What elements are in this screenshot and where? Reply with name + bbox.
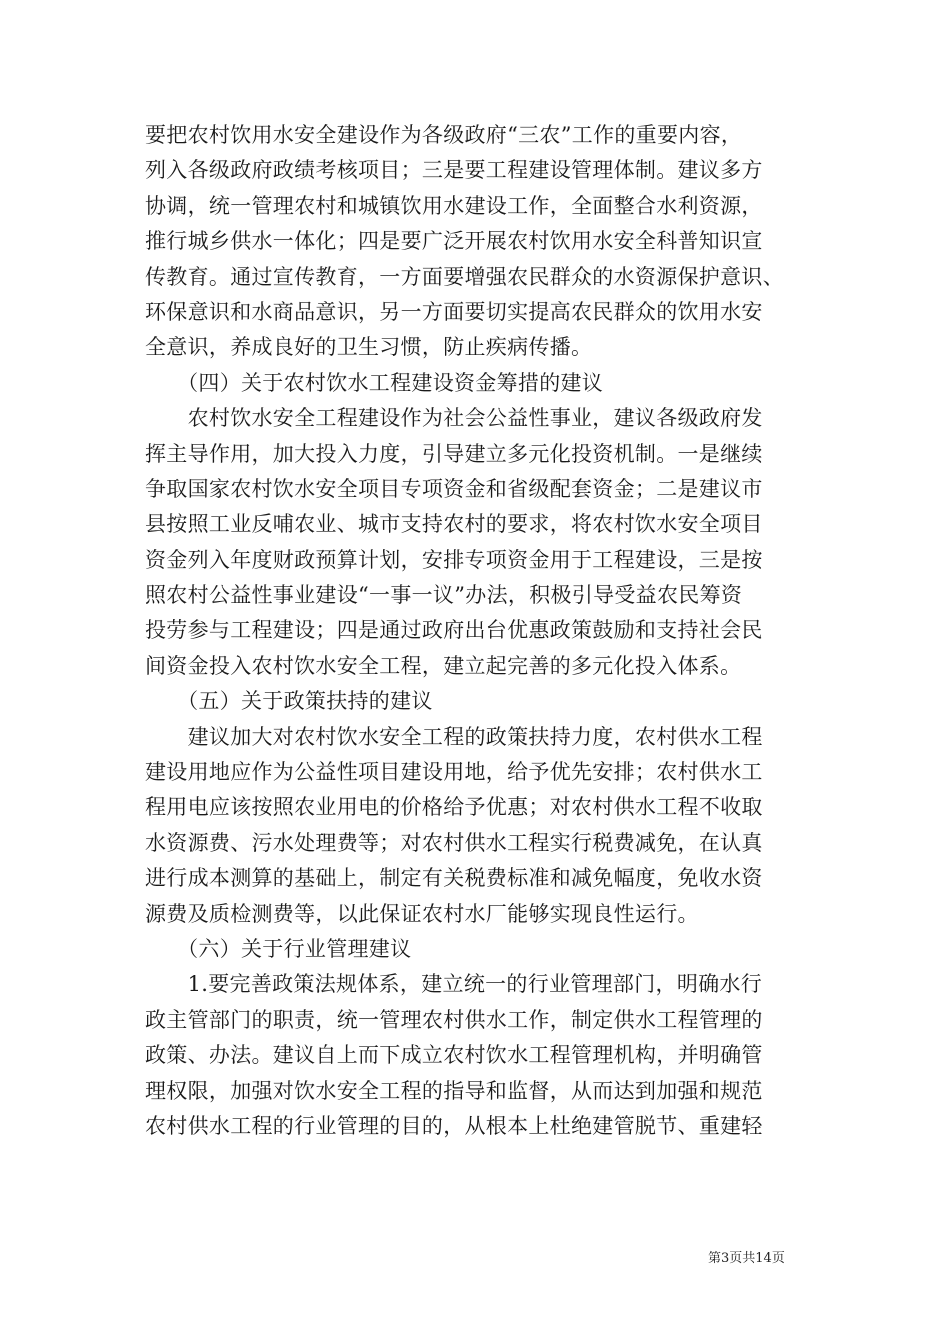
page-number-footer: 第3页共14页 <box>708 1251 785 1266</box>
text-line: 理权限，加强对饮水安全工程的指导和监督，从而达到加强和规范 <box>145 1078 763 1103</box>
text-line: 投劳参与工程建设；四是通过政府出台优惠政策鼓励和支持社会民 <box>145 618 763 643</box>
text-line: 水资源费、污水处理费等；对农村供水工程实行税费减免，在认真 <box>145 830 763 855</box>
text-line: 环保意识和水商品意识，另一方面要切实提高农民群众的饮用水安 <box>145 299 763 324</box>
text-line: 建设用地应作为公益性项目建设用地，给予优先安排；农村供水工 <box>145 760 763 785</box>
section-heading: （五）关于政策扶持的建议 <box>145 689 433 714</box>
section-heading: （四）关于农村饮水工程建设资金筹措的建议 <box>145 370 604 395</box>
text-line: 建议加大对农村饮水安全工程的政策扶持力度，农村供水工程 <box>145 724 763 749</box>
text-line: 间资金投入农村饮水安全工程，建立起完善的多元化投入体系。 <box>145 653 742 678</box>
text-line: 全意识，养成良好的卫生习惯，防止疾病传播。 <box>145 335 593 360</box>
text-line: 资金列入年度财政预算计划，安排专项资金用于工程建设，三是按 <box>145 547 763 572</box>
body-text <box>145 118 815 1144</box>
text-line: 争取国家农村饮水安全项目专项资金和省级配套资金；二是建议市 <box>145 476 763 501</box>
text-line: 农村饮水安全工程建设作为社会公益性事业，建议各级政府发 <box>145 406 763 431</box>
text-line: 1.要完善政策法规体系，建立统一的行业管理部门，明确水行 <box>145 972 763 997</box>
text-line: 县按照工业反哺农业、城市支持农村的要求，将农村饮水安全项目 <box>145 512 763 537</box>
text-line: 传教育。通过宣传教育，一方面要增强农民群众的水资源保护意识、 <box>145 264 784 289</box>
text-line: 政策、办法。建议自上而下成立农村饮水工程管理机构，并明确管 <box>145 1043 763 1068</box>
text-line: 政主管部门的职责，统一管理农村供水工作，制定供水工程管理的 <box>145 1007 763 1032</box>
text-line: 照农村公益性事业建设“一事一议”办法，积极引导受益农民筹资 <box>145 583 743 608</box>
text-line: 列入各级政府政绩考核项目；三是要工程建设管理体制。建议多方 <box>145 158 763 183</box>
text-line: 要把农村饮用水安全建设作为各级政府“三农”工作的重要内容， <box>145 123 743 147</box>
text-line: 进行成本测算的基础上，制定有关税费标准和减免幅度，免收水资 <box>145 866 763 891</box>
text-line: 协调，统一管理农村和城镇饮用水建设工作，全面整合水利资源， <box>145 193 763 218</box>
section-heading: （六）关于行业管理建议 <box>145 936 412 961</box>
text-line: 农村供水工程的行业管理的目的，从根本上杜绝建管脱节、重建轻 <box>145 1113 763 1138</box>
text-line: 程用电应该按照农业用电的价格给予优惠；对农村供水工程不收取 <box>145 795 763 820</box>
text-line: 挥主导作用，加大投入力度，引导建立多元化投资机制。一是继续 <box>145 441 763 466</box>
text-line: 源费及质检测费等，以此保证农村水厂能够实现良性运行。 <box>145 901 699 926</box>
text-line: 推行城乡供水一体化；四是要广泛开展农村饮用水安全科普知识宣 <box>145 229 763 254</box>
